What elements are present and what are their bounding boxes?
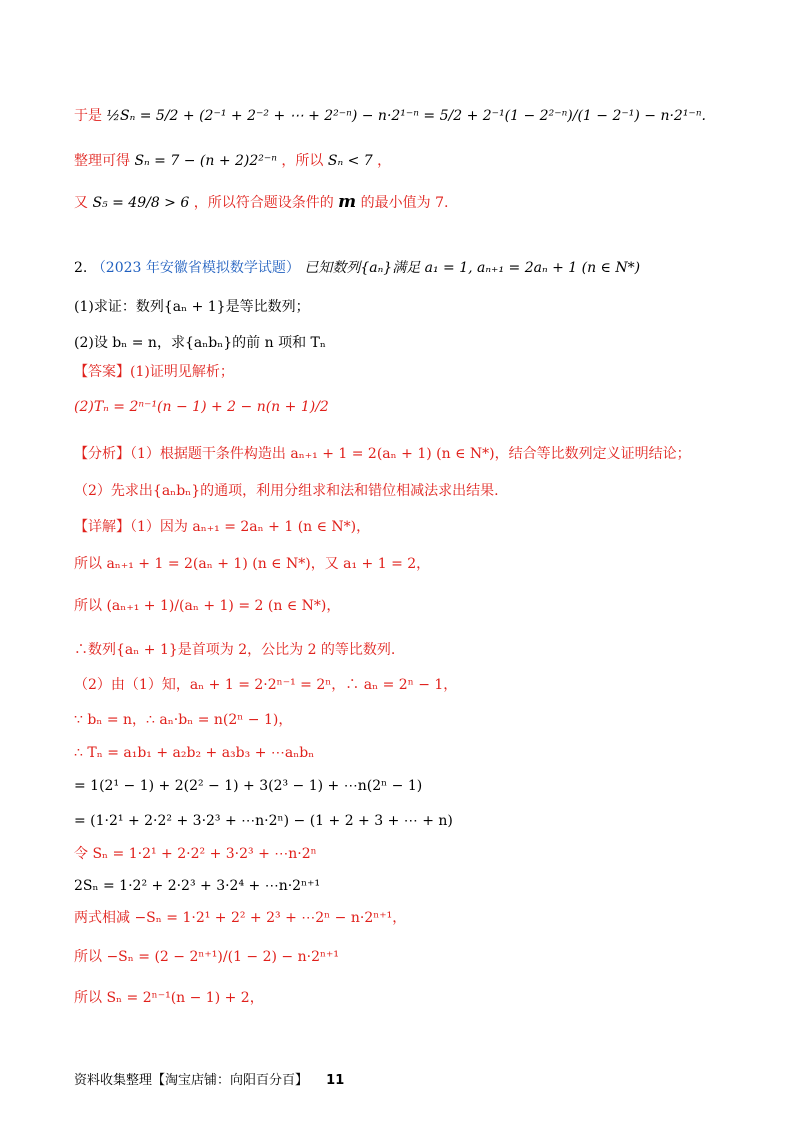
page-number: 11: [326, 1073, 345, 1088]
analysis-line-2: （2）先求出{aₙbₙ}的通项，利用分组求和法和错位相减法求出结果.: [74, 483, 499, 499]
detail-line-7: ∴ Tₙ = a₁b₁ + a₂b₂ + a₃b₃ + ⋯aₙbₙ: [74, 745, 315, 761]
problem-number: 2.: [74, 260, 88, 276]
detail-line-11: 2Sₙ = 1·2² + 2·2³ + 3·2⁴ + ⋯n·2ⁿ⁺¹: [74, 878, 321, 894]
answer-label: 【答案】: [74, 364, 130, 380]
analysis-label: 【分析】: [74, 446, 130, 462]
detail-line-5: （2）由（1）知，aₙ + 1 = 2·2ⁿ⁻¹ = 2ⁿ，∴ aₙ = 2ⁿ − 1，: [74, 677, 458, 693]
formula: Sₙ = 7 − (n + 2)2²⁻ⁿ: [134, 153, 277, 169]
text-end: ，: [377, 153, 392, 169]
answer-line-2: [74, 397, 329, 417]
question-1: (1)求证：数列{aₙ + 1}是等比数列；: [74, 299, 310, 315]
formula: Sₙ < 7: [327, 153, 373, 169]
detail-line-8: = 1(2¹ − 1) + 2(2² − 1) + 3(2³ − 1) + ⋯n(2ⁿ − 1): [74, 778, 423, 794]
answer-part-1: (1)证明见解析；: [130, 364, 234, 380]
detail-line-2: 所以 aₙ₊₁ + 1 = 2(aₙ + 1) (n ∈ N*)，又 a₁ + 1 = 2，: [74, 556, 431, 572]
problem-text: 已知数列{aₙ}满足 a₁ = 1, aₙ₊₁ = 2aₙ + 1 (n ∈ N*): [304, 260, 641, 276]
detail-line-9: = (1·2¹ + 2·2² + 3·2³ + ⋯n·2ⁿ) − (1 + 2 + 3 + ⋯ + n): [74, 813, 453, 829]
answer-line-1: [74, 362, 234, 382]
question-2: (2)设 bₙ = n，求{aₙbₙ}的前 n 项和 Tₙ: [74, 335, 326, 351]
detail-line-14: 所以 Sₙ = 2ⁿ⁻¹(n − 1) + 2，: [74, 990, 264, 1006]
text-mid: ，所以符合题设条件的: [193, 195, 334, 211]
text-prefix: 整理可得: [74, 153, 130, 169]
problem-source: （2023 年安徽省模拟数学试题）: [91, 260, 300, 276]
answer-part-2: (2)Tₙ = 2ⁿ⁻¹(n − 1) + 2 − n(n + 1)/2: [74, 399, 329, 415]
footer-text: 资料收集整理【淘宝店铺：向阳百分百】: [74, 1073, 309, 1088]
text-end: 的最小值为 7.: [360, 195, 449, 211]
formula: S₅ = 49/8 > 6: [92, 195, 190, 211]
simplify-line: [74, 151, 391, 171]
detail-label: 【详解】: [74, 519, 130, 535]
detail-text: （1）因为 aₙ₊₁ = 2aₙ + 1 (n ∈ N*)，: [130, 519, 371, 535]
text-mid: ，所以: [281, 153, 324, 169]
detail-line-3: 所以 (aₙ₊₁ + 1)/(aₙ + 1) = 2 (n ∈ N*)，: [74, 598, 341, 614]
text-prefix: 于是: [74, 108, 102, 124]
page-footer: [74, 1069, 344, 1088]
detail-line-10: 令 Sₙ = 1·2¹ + 2·2² + 3·2³ + ⋯n·2ⁿ: [74, 846, 317, 862]
detail-line-6: ∵ bₙ = n，∴ aₙ·bₙ = n(2ⁿ − 1)，: [74, 712, 293, 728]
analysis-line-1: [74, 444, 691, 464]
formula: ½Sₙ = 5/2 + (2⁻¹ + 2⁻² + ⋯ + 2²⁻ⁿ) − n·2¹⁻ⁿ = 5/2 + 2⁻¹(1 − 2²⁻ⁿ)/(1 − 2⁻¹) − n·2¹⁻ⁿ.: [106, 108, 706, 124]
variable-m: m: [338, 192, 357, 212]
detail-line-4: ∴数列{aₙ + 1}是首项为 2，公比为 2 的等比数列.: [74, 642, 396, 658]
conclusion-line: [74, 192, 448, 213]
detail-line-12: 两式相减 −Sₙ = 1·2¹ + 2² + 2³ + ⋯2ⁿ − n·2ⁿ⁺¹，: [74, 910, 407, 926]
text-prefix: 又: [74, 195, 88, 211]
sum-derivation-line: [74, 106, 706, 126]
detail-line-1: [74, 517, 370, 537]
problem-2-stem: [74, 258, 640, 278]
detail-line-13: 所以 −Sₙ = (2 − 2ⁿ⁺¹)/(1 − 2) − n·2ⁿ⁺¹: [74, 949, 340, 965]
analysis-part-1: （1）根据题干条件构造出 aₙ₊₁ + 1 = 2(aₙ + 1) (n ∈ N*)，结合等比数列定义证明结论；: [130, 446, 691, 462]
